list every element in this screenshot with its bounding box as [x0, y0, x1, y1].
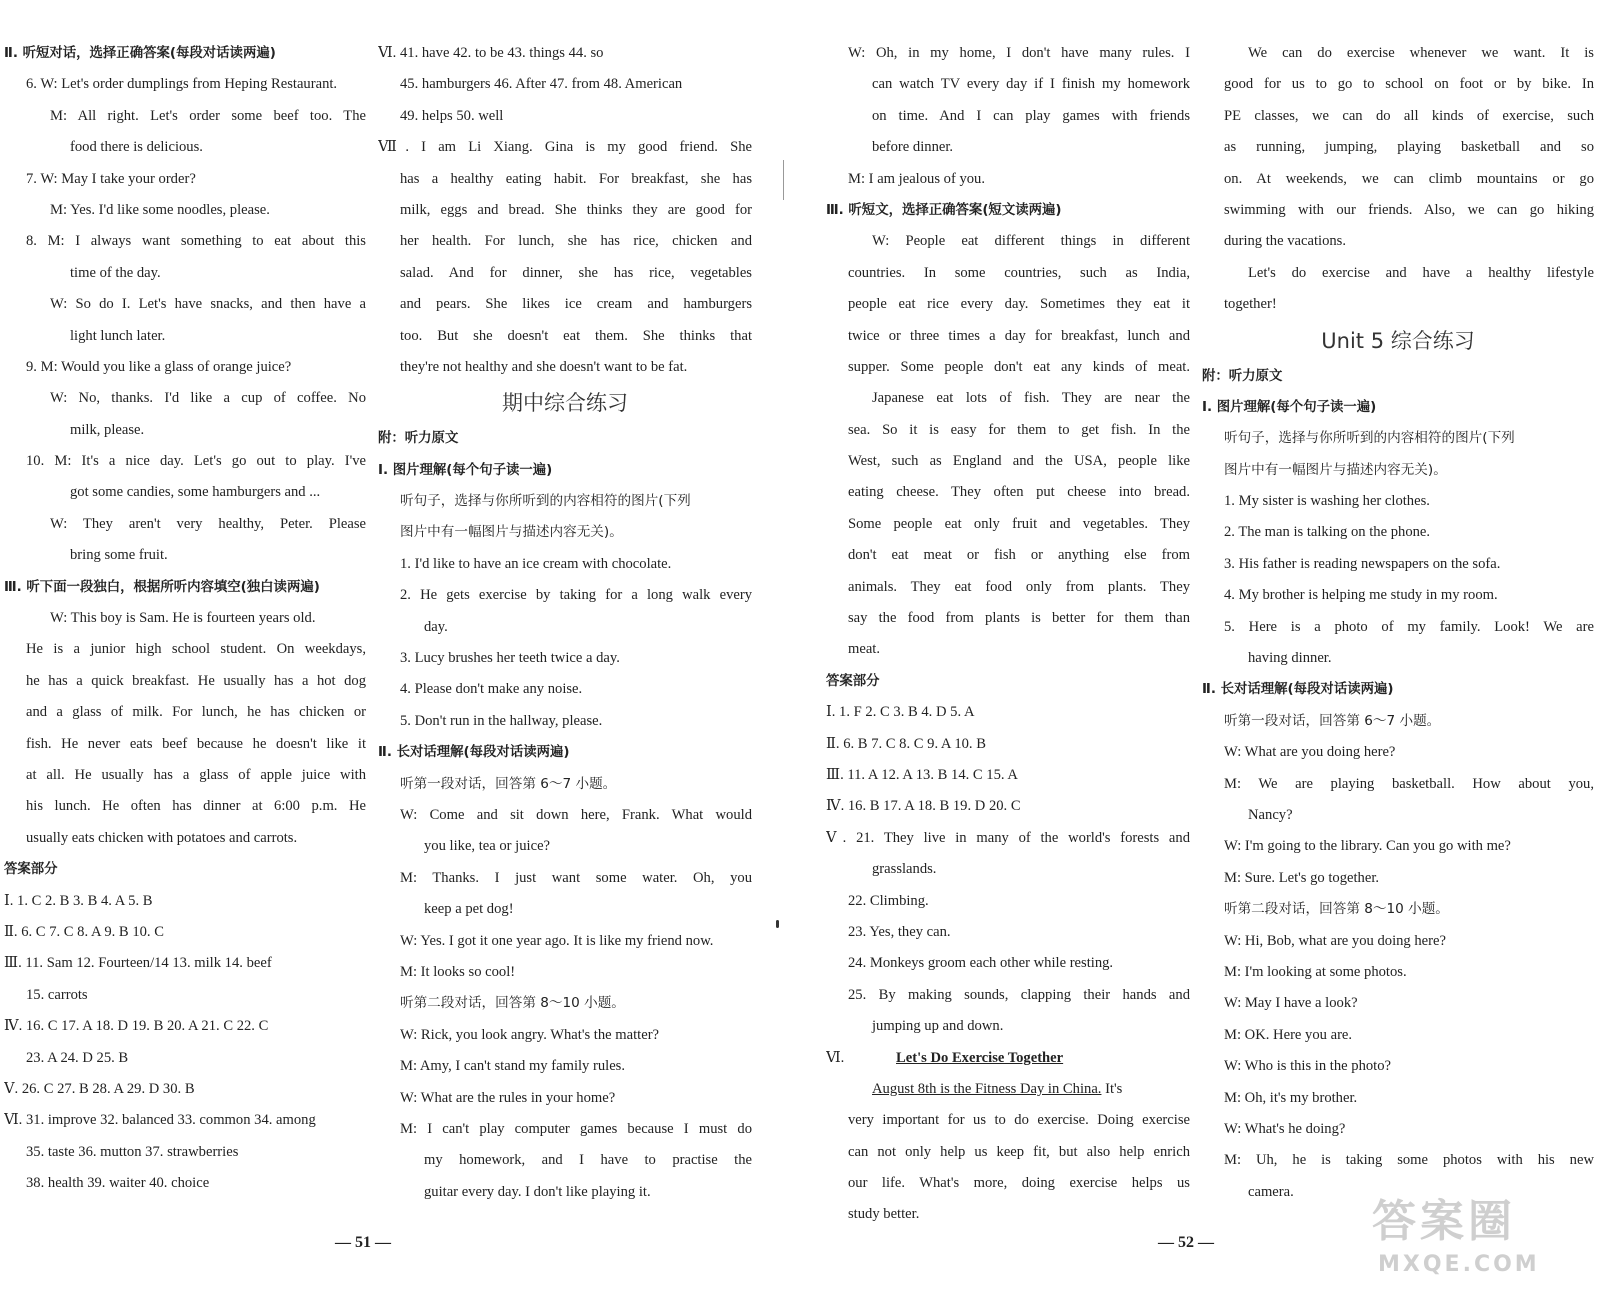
text-line: 图片中有一幅图片与描述内容无关)。: [1224, 461, 1447, 478]
text-line: 听第一段对话，回答第 6～7 小题。: [400, 775, 617, 792]
text-line: on time. And I can play games with friends: [872, 107, 1190, 124]
text-line: He is a junior high school student. On weekdays,: [26, 641, 366, 658]
text-line: 3. Lucy brushes her teeth twice a day.: [400, 650, 620, 667]
text-line: can not only help us keep fit, but also help enrich: [848, 1143, 1190, 1160]
text-line: time of the day.: [70, 264, 161, 281]
text-line: twice or three times a day for breakfast, lunch and: [848, 327, 1190, 344]
text-line: W: This boy is Sam. He is fourteen years old.: [50, 610, 316, 627]
text-line: Ⅳ. 16. B 17. A 18. B 19. D 20. C: [826, 798, 1021, 815]
text-line: very important for us to do exercise. Doing exercise: [848, 1112, 1190, 1129]
text-line: bring some fruit.: [70, 547, 168, 564]
text-line: 49. helps 50. well: [400, 107, 504, 124]
text-line: people eat rice every day. Sometimes they eat it: [848, 296, 1190, 313]
text-line: W: May I have a look?: [1224, 995, 1358, 1012]
text-line: 5. Here is a photo of my family. Look! We are: [1224, 618, 1594, 635]
text-line: keep a pet dog!: [424, 901, 514, 918]
text-line: W: Oh, in my home, I don't have many rules. I: [848, 45, 1190, 61]
text-line: Japanese eat lots of fish. They are near the: [872, 390, 1190, 407]
section-title: 期中综合练习: [502, 391, 628, 416]
text-line: W: What's he doing?: [1224, 1120, 1346, 1137]
column-4: [1202, 38, 1594, 1208]
text-line: Ⅵ. 41. have 42. to be 43. things 44. so: [378, 45, 604, 61]
text-line: together!: [1224, 296, 1277, 313]
text-line: 22. Climbing.: [848, 892, 929, 909]
text-line: Ⅳ. 16. C 17. A 18. D 19. B 20. A 21. C 22. C: [4, 1018, 269, 1035]
text-line: 25. By making sounds, clapping their hands and: [848, 986, 1190, 1003]
section-vi-heading: [826, 1043, 1190, 1074]
text-line: grasslands.: [872, 861, 937, 878]
essay-title: Let's Do Exercise Together: [896, 1049, 1064, 1066]
gutter-mark: [783, 160, 784, 200]
section-heading: 答案部分: [826, 673, 880, 689]
text-line: 35. taste 36. mutton 37. strawberries: [26, 1143, 239, 1160]
section-title: Unit 5 综合练习: [1321, 328, 1475, 353]
column-3: [826, 38, 1190, 1231]
text-line: animals. They eat food only from plants. They: [848, 578, 1190, 595]
text-line: countries. In some countries, such as India,: [848, 264, 1190, 281]
text-line: We can do exercise whenever we want. It is: [1248, 45, 1594, 61]
sentence-rest: It's: [1101, 1080, 1123, 1097]
text-line: meat.: [848, 641, 881, 658]
text-line: Ⅶ. I am Li Xiang. Gina is my good friend. She: [378, 139, 752, 156]
text-line: Ⅴ. 21. They live in many of the world's forests and: [826, 829, 1190, 846]
page-number-right: — 52 —: [1158, 1234, 1214, 1251]
text-line: guitar every day. I don't like playing it.: [424, 1183, 651, 1200]
text-line: M: Thanks. I just want some water. Oh, you: [400, 869, 752, 886]
text-line: you like, tea or juice?: [424, 838, 551, 855]
text-line: 听第一段对话，回答第 6～7 小题。: [1224, 712, 1441, 729]
text-line: milk, eggs and bread. She thinks they are good for: [400, 201, 752, 218]
section-heading: Ⅰ. 图片理解(每个句子读一遍): [1202, 399, 1377, 415]
text-line: W: People eat different things in different: [872, 233, 1190, 250]
essay-first-line: [826, 1074, 1190, 1105]
text-line: W: Rick, you look angry. What's the matter?: [400, 1026, 660, 1043]
text-line: day.: [424, 618, 448, 635]
text-line: 1. My sister is washing her clothes.: [1224, 493, 1430, 510]
section-heading: 答案部分: [4, 862, 58, 878]
text-line: Nancy?: [1248, 806, 1293, 823]
text-line: 听句子，选择与你所听到的内容相符的图片(下列: [400, 493, 691, 510]
section-number: Ⅵ.: [826, 1049, 845, 1066]
text-line: Ⅲ. 11. Sam 12. Fourteen/14 13. milk 14. beef: [4, 955, 272, 972]
text-line: 23. Yes, they can.: [848, 923, 951, 940]
text-line: 38. health 39. waiter 40. choice: [26, 1175, 210, 1192]
text-line: during the vacations.: [1224, 233, 1346, 250]
text-line: M: All right. Let's order some beef too. The: [50, 107, 366, 124]
text-line: 23. A 24. D 25. B: [26, 1049, 129, 1066]
text-line: Ⅵ. 31. improve 32. balanced 33. common 34. among: [4, 1112, 316, 1129]
text-line: his lunch. He often has dinner at 6:00 p.m. He: [26, 798, 366, 815]
text-line: 45. hamburgers 46. After 47. from 48. American: [400, 76, 683, 93]
text-line: 4. Please don't make any noise.: [400, 681, 583, 698]
gutter-dot: [776, 920, 779, 928]
text-line: having dinner.: [1248, 650, 1332, 667]
text-line: don't eat meat or fish or anything else from: [848, 547, 1190, 564]
text-line: can watch TV every day if I finish my homework: [872, 76, 1190, 93]
text-line: salad. And for dinner, she has rice, vegetables: [400, 264, 752, 281]
text-line: 9. M: Would you like a glass of orange juice?: [26, 358, 292, 375]
text-line: M: I'm looking at some photos.: [1224, 963, 1407, 980]
text-line: M: Uh, he is taking some photos with his new: [1224, 1152, 1594, 1169]
text-line: W: So do I. Let's have snacks, and then have a: [50, 296, 366, 313]
text-line: M: Oh, it's my brother.: [1224, 1089, 1358, 1106]
page-number-left: — 51 —: [335, 1234, 391, 1251]
text-line: as running, jumping, playing basketball and so: [1224, 139, 1594, 156]
text-line: before dinner.: [872, 139, 954, 156]
section-heading: 附：听力原文: [378, 431, 459, 447]
text-line: 听第二段对话，回答第 8～10 小题。: [400, 995, 625, 1012]
text-line: say the food from plants is better for them than: [848, 610, 1190, 627]
text-line: West, such as England and the USA, people like: [848, 453, 1190, 470]
text-line: usually eats chicken with potatoes and carrots.: [26, 829, 298, 846]
section-heading: 附：听力原文: [1202, 368, 1283, 384]
text-line: on. At weekends, we can climb mountains or go: [1224, 170, 1594, 187]
text-line: fish. He never eats beef because he doesn't like it: [26, 735, 366, 752]
text-line: light lunch later.: [70, 327, 166, 344]
section-heading: Ⅰ. 图片理解(每个句子读一遍): [378, 462, 553, 478]
text-line: Ⅱ. 6. B 7. C 8. C 9. A 10. B: [826, 735, 986, 752]
text-line: they're not healthy and she doesn't want to be fat.: [400, 358, 688, 375]
text-line: W: Who is this in the photo?: [1224, 1058, 1392, 1075]
text-line: W: They aren't very healthy, Peter. Please: [50, 515, 366, 532]
watermark-url: MXQE.COM: [1378, 1252, 1540, 1277]
text-line: swimming with our friends. Also, we can go hiking: [1224, 201, 1594, 218]
text-line: 8. M: I always want something to eat about this: [26, 233, 366, 250]
text-line: M: We are playing basketball. How about you,: [1224, 775, 1594, 792]
text-line: W: I'm going to the library. Can you go with me?: [1224, 838, 1511, 855]
column-2: [378, 38, 752, 1208]
watermark-logo: [1372, 1192, 1592, 1292]
section-heading: Ⅱ. 听短对话，选择正确答案(每段对话读两遍): [4, 46, 276, 61]
text-line: Let's do exercise and have a healthy lifestyle: [1248, 264, 1594, 281]
text-line: 1. I'd like to have an ice cream with chocolate.: [400, 555, 672, 572]
text-line: 24. Monkeys groom each other while resting.: [848, 955, 1114, 972]
text-line: our life. What's more, doing exercise helps us: [848, 1175, 1190, 1192]
text-line: and pears. She likes ice cream and hamburgers: [400, 296, 752, 313]
text-line: 5. Don't run in the hallway, please.: [400, 712, 603, 729]
text-line: my homework, and I have to practise the: [424, 1152, 752, 1169]
text-line: good for us to go to school on foot or by bike. In: [1224, 76, 1594, 93]
text-line: PE classes, we can do all kinds of exercise, such: [1224, 107, 1594, 124]
text-line: 6. W: Let's order dumplings from Heping Restaurant.: [26, 76, 338, 93]
underlined-sentence: August 8th is the Fitness Day in China.: [872, 1080, 1102, 1097]
text-line: Ⅰ. 1. C 2. B 3. B 4. A 5. B: [4, 892, 153, 909]
text-line: W: Hi, Bob, what are you doing here?: [1224, 932, 1446, 949]
text-line: 15. carrots: [26, 986, 88, 1003]
text-line: 10. M: It's a nice day. Let's go out to play. I've: [26, 453, 366, 470]
text-line: sea. So it is easy for them to get fish. In the: [848, 421, 1190, 438]
text-line: he has a quick breakfast. He usually has a hot dog: [26, 672, 366, 689]
text-line: has a healthy eating habit. For breakfast, she has: [400, 170, 752, 187]
text-line: food there is delicious.: [70, 139, 203, 156]
section-heading: Ⅲ. 听下面一段独白，根据所听内容填空(独白读两遍): [4, 579, 320, 595]
text-line: 图片中有一幅图片与描述内容无关)。: [400, 524, 623, 541]
text-line: got some candies, some hamburgers and ...: [70, 484, 321, 501]
text-line: 听第二段对话，回答第 8～10 小题。: [1224, 901, 1449, 918]
text-line: W: No, thanks. I'd like a cup of coffee. No: [50, 390, 366, 407]
text-line: M: Yes. I'd like some noodles, please.: [50, 201, 270, 218]
text-line: camera.: [1248, 1183, 1294, 1200]
text-line: W: Come and sit down here, Frank. What would: [400, 806, 752, 823]
text-line: M: I am jealous of you.: [848, 170, 985, 187]
text-line: study better.: [848, 1206, 920, 1223]
text-line: W: What are you doing here?: [1224, 744, 1396, 761]
text-line: W: Yes. I got it one year ago. It is like my friend now.: [400, 932, 714, 949]
text-line: 2. He gets exercise by taking for a long walk every: [400, 587, 752, 604]
text-line: at all. He usually has a glass of apple juice with: [26, 766, 366, 783]
text-line: M: Sure. Let's go together.: [1224, 869, 1380, 886]
text-line: Ⅱ. 6. C 7. C 8. A 9. B 10. C: [4, 923, 164, 940]
text-line: 2. The man is talking on the phone.: [1224, 524, 1431, 541]
section-heading: Ⅲ. 听短文，选择正确答案(短文读两遍): [826, 202, 1062, 218]
text-line: 3. His father is reading newspapers on the sofa.: [1224, 555, 1501, 572]
text-line: Some people eat only fruit and vegetables. They: [848, 515, 1190, 532]
column-1: [4, 38, 366, 1199]
text-line: 4. My brother is helping me study in my room.: [1224, 587, 1498, 604]
text-line: M: I can't play computer games because I must do: [400, 1120, 752, 1137]
text-line: M: It looks so cool!: [400, 963, 516, 980]
text-line: 听句子，选择与你所听到的内容相符的图片(下列: [1224, 430, 1515, 447]
watermark-text: 答案圈: [1372, 1196, 1516, 1247]
section-heading: Ⅱ. 长对话理解(每段对话读两遍): [378, 745, 570, 761]
text-line: W: What are the rules in your home?: [400, 1089, 616, 1106]
text-line: jumping up and down.: [872, 1018, 1004, 1035]
text-line: Ⅲ. 11. A 12. A 13. B 14. C 15. A: [826, 766, 1018, 783]
text-line: M: Amy, I can't stand my family rules.: [400, 1058, 626, 1075]
text-line: and a glass of milk. For lunch, he has chicken or: [26, 704, 366, 721]
text-line: milk, please.: [70, 421, 145, 438]
text-line: her health. For lunch, she has rice, chicken and: [400, 233, 752, 250]
text-line: too. But she doesn't eat them. She thinks that: [400, 327, 752, 344]
section-heading: Ⅱ. 长对话理解(每段对话读两遍): [1202, 682, 1394, 698]
text-line: supper. Some people don't eat any kinds of meat.: [848, 358, 1190, 375]
text-line: M: OK. Here you are.: [1224, 1026, 1353, 1043]
text-line: eating cheese. They often put cheese into bread.: [848, 484, 1190, 501]
text-line: Ⅰ. 1. F 2. C 3. B 4. D 5. A: [826, 704, 975, 721]
text-line: 7. W: May I take your order?: [26, 170, 196, 187]
text-line: Ⅴ. 26. C 27. B 28. A 29. D 30. B: [4, 1080, 195, 1097]
